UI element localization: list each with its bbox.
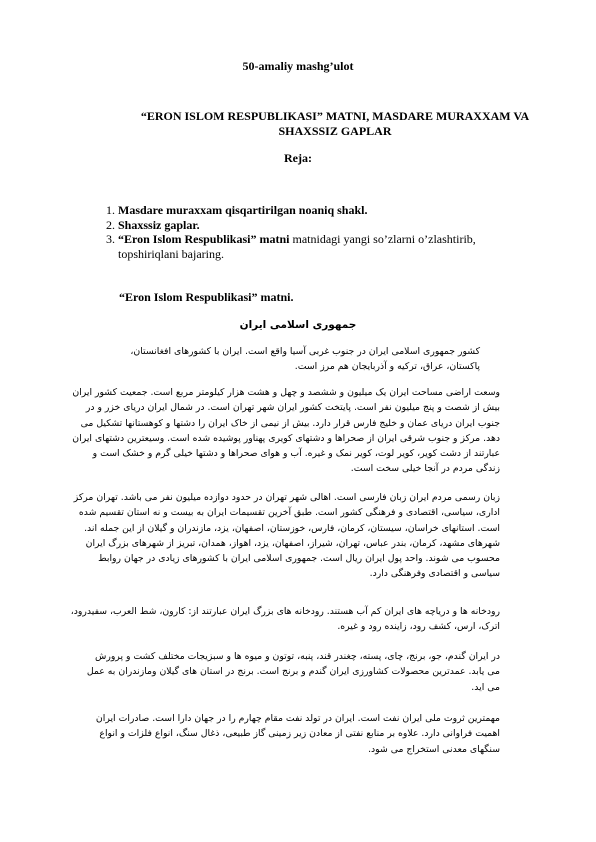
- plan-item-bold: Shaxssiz gaplar.: [118, 217, 200, 232]
- plan-item-bold: Masdare muraxxam qisqartirilgan noaniq shakl.: [118, 203, 368, 217]
- plan-item: [118, 218, 538, 233]
- paragraph-geography: وسعت اراضی مساحت ایران یک میلیون و ششصد و چهل و هشت هزار کیلومتر مربع است. جمعیت کشور ایران بیش از شصت و پنج میلیون نفر است. پایتخت کشور ایران شهر تهران است. در شمال ایران دریای خزر و در جنوب ایران دریای عمان و خلیج فارس قرار دارد. بیش از نیمی از خاک ایران را دشتها و کوهستانها تشکیل می دهد. مرکز و جنوب شرقی ایران از صحراها و دشتهای کویری پهناور پوشیده شده است. وسیعترین دشتهای ایران عبارتند از دشت کویر، کویر لوت، کویر نمک و غیره. آب و هوای صحراها و دشتها خیلی گرم و خشک است و زندگی مردم در آنجا خیلی سخت است.: [72, 387, 500, 475]
- text-subtitle: “Eron Islom Respublikasi” matni.: [119, 290, 294, 304]
- plan-item-rest: matnidagi yangi so’zlarni o’zlashtirib, topshiriqlani bajaring.: [118, 232, 476, 261]
- plan-item: [118, 232, 538, 261]
- paragraph-agriculture: در ایران گندم، جو، برنج، چای، پسته، چغندر قند، پنبه، توتون و میوه ها و سبزیجات مختلف کشت و پرورش می یابد. عمدترین محصولات کشاورزی ایران گندم و برنج است. برنج در استان های گیلان ومازندران به عمل می اید.: [86, 651, 500, 693]
- plan-item: [118, 203, 538, 218]
- plan-list: [100, 203, 538, 261]
- plan-label: Reja:: [284, 151, 312, 165]
- persian-title: جمهوری اسلامی ایران: [239, 319, 357, 331]
- page-title: 50-amaliy mashg’ulot: [242, 59, 354, 73]
- lesson-heading: “ERON ISLOM RESPUBLIKASI” MATNI, MASDARE MURAXXAM VA SHAXSSIZ GAPLAR: [140, 109, 530, 138]
- paragraph-location: کشور جمهوری اسلامی ایران در جنوب غربی آسیا واقع است. ایران با کشورهای افغانستان، پاکستان، عراق، ترکیه و آذربایجان هم مرز است.: [130, 346, 480, 373]
- paragraph-rivers: رودخانه ها و دریاچه های ایران کم آب هستند. رودخانه های بزرگ ایران عبارتند از: کارون، شط العرب، سفیدرود، اترک، ارس، کشف رود، زاینده رود و غیره.: [70, 606, 500, 633]
- plan-item-bold: “Eron Islom Respublikasi” matni: [118, 232, 290, 246]
- paragraph-language-provinces: زبان رسمی مردم ایران زبان فارسی است. اهالی شهر تهران در حدود دوازده میلیون نفر می باشد. تهران مرکز اداری، سیاسی، اقتصادی و فرهنگی کشور است. طبق آخرین تقسیمات ایران به بیست و نه استان تقسیم شده است. استانهای خراسان، سیستان، کرمان، فارس، خوزستان، اصفهان، یزد، مازندران و گیلان از این جمله اند. شهرهای مشهد، کرمان، بندر عباس، تهران، شیراز، اصفهان، یزد، اهواز، همدان، تبریز از شهرهای بزرگ ایران محسوب می شوند. واحد پول ایران ریال است. جمهوری اسلامی ایران با کشورهای زیادی در جهان روابط سیاسی و اقتصادی وفرهنگی دارد.: [73, 492, 500, 580]
- paragraph-resources: مهمترین ثروت ملی ایران نفت است. ایران در تولد نفت مقام چهارم را در جهان دارا است. صادرات ایران اهمیت فراوانی دارد. علاوه بر منابع نفتی از معادن زیر زمینی گاز طبیعی، ذغال سنگ، انواع فلزات و انواع سنگهای معدنی استخراج می شود.: [95, 713, 500, 755]
